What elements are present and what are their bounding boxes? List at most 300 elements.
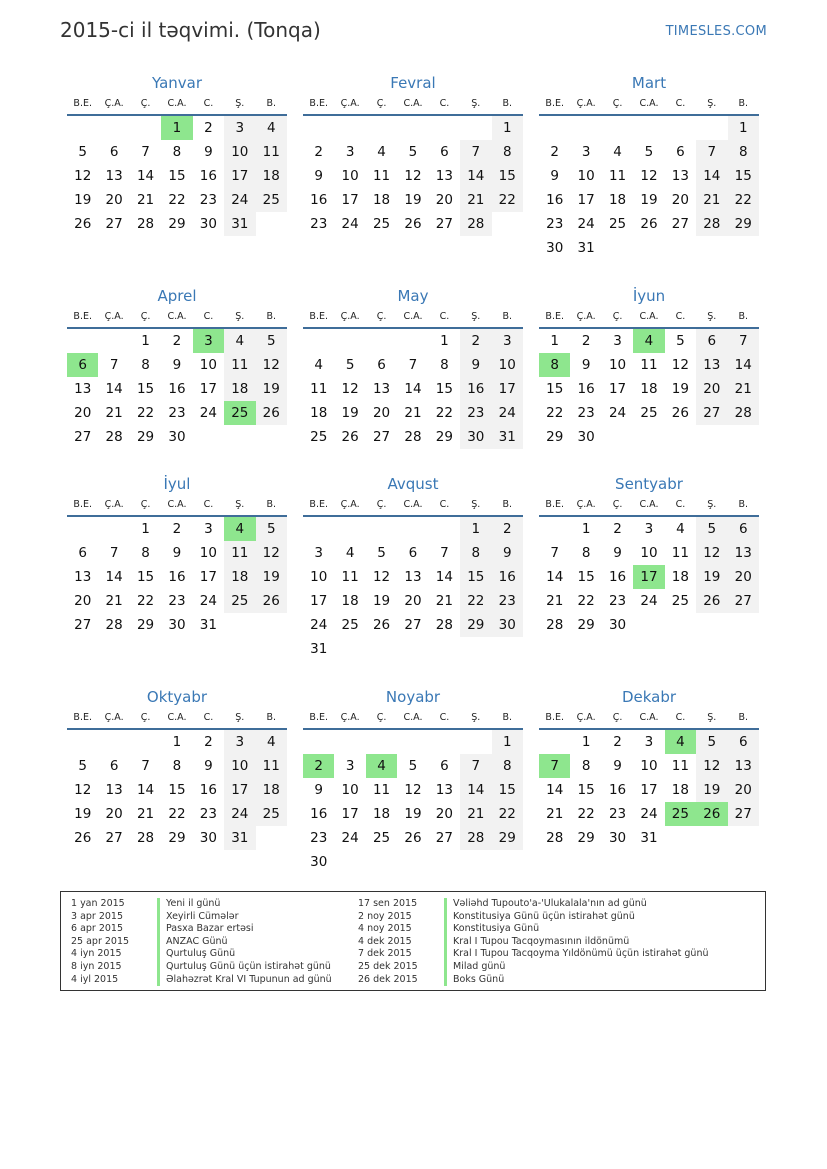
empty-cell (460, 730, 491, 754)
day-cell: 5 (345, 357, 355, 373)
month-name: İyul (163, 475, 191, 493)
month-block (539, 686, 759, 850)
weekday-header (539, 307, 759, 329)
day-cell: 31 (492, 425, 523, 449)
day-cell: 13 (105, 168, 123, 184)
empty-cell (303, 517, 334, 541)
legend-date: 7 dek 2015 (358, 948, 412, 960)
day-cell: 26 (372, 617, 391, 633)
day-cell: 14 (404, 381, 422, 397)
day-cell: 10 (310, 569, 328, 585)
day-cell: 6 (440, 758, 449, 774)
day-cell: 19 (696, 565, 727, 589)
day-cell: 30 (608, 830, 627, 846)
weekday-label: B. (502, 311, 513, 322)
month-block (539, 285, 759, 449)
empty-cell (67, 517, 98, 541)
day-cell: 29 (435, 429, 453, 445)
day-cell: 15 (435, 381, 453, 397)
day-cell: 23 (460, 401, 491, 425)
month-block (303, 473, 523, 661)
weekday-label: B.E. (545, 98, 564, 109)
day-cell: 19 (404, 192, 422, 208)
weekday-label: C.A. (167, 98, 187, 109)
day-cell: 9 (314, 168, 323, 184)
weekday-label: B. (266, 499, 277, 510)
day-cell: 2 (204, 120, 213, 136)
day-cell: 19 (256, 377, 287, 401)
day-grid (67, 730, 287, 850)
day-cell: 17 (199, 569, 217, 585)
day-cell: 3 (224, 116, 255, 140)
day-cell: 6 (440, 144, 449, 160)
day-cell: 25 (256, 802, 287, 826)
day-cell: 2 (613, 734, 622, 750)
day-cell: 17 (341, 806, 359, 822)
weekday-label: Ç.A. (104, 499, 124, 510)
holiday-day-cell: 26 (696, 802, 727, 826)
day-cell: 30 (199, 830, 217, 846)
day-cell: 17 (224, 164, 255, 188)
weekday-header (303, 708, 523, 730)
weekday-label: B. (738, 712, 749, 723)
day-cell: 23 (546, 216, 564, 232)
weekday-label: Ş. (471, 98, 481, 109)
day-cell: 20 (74, 593, 92, 609)
day-cell: 1 (172, 734, 182, 750)
day-cell: 25 (224, 589, 255, 613)
day-cell: 16 (310, 806, 328, 822)
day-cell: 16 (168, 569, 186, 585)
month-name: Fevral (390, 74, 436, 92)
empty-cell (696, 116, 727, 140)
day-cell: 11 (256, 754, 287, 778)
day-cell: 12 (404, 168, 422, 184)
empty-cell (397, 517, 428, 541)
day-cell: 6 (377, 357, 386, 373)
holiday-day-cell: 25 (665, 802, 696, 826)
day-cell: 9 (314, 782, 323, 798)
month-name: May (397, 287, 429, 305)
day-cell: 15 (460, 565, 491, 589)
weekday-header (303, 495, 523, 517)
day-cell: 29 (577, 617, 595, 633)
empty-cell (366, 329, 397, 353)
weekday-label: Ç.A. (576, 311, 596, 322)
month-block (67, 473, 287, 637)
day-cell: 16 (460, 377, 491, 401)
day-cell: 1 (141, 333, 150, 349)
day-cell: 5 (676, 333, 685, 349)
holiday-day-cell: 7 (539, 754, 570, 778)
empty-cell (334, 517, 365, 541)
weekday-header (303, 307, 523, 329)
weekday-label: C. (203, 712, 214, 723)
day-cell: 17 (640, 782, 658, 798)
day-cell: 7 (696, 140, 727, 164)
weekday-label: Ç.A. (104, 98, 124, 109)
weekday-label: C.A. (167, 311, 187, 322)
weekday-label: C.A. (639, 311, 659, 322)
day-cell: 30 (460, 425, 491, 449)
day-cell: 19 (640, 192, 658, 208)
weekday-label: C. (675, 499, 686, 510)
legend-holiday-name: Pasxa Bazar ertəsi (157, 923, 254, 936)
day-cell: 30 (492, 613, 523, 637)
day-cell: 23 (168, 405, 186, 421)
month-name: Mart (631, 74, 667, 92)
day-cell: 10 (640, 545, 658, 561)
day-cell: 4 (256, 116, 287, 140)
day-cell: 15 (577, 782, 595, 798)
day-cell: 16 (492, 565, 523, 589)
weekday-label: Ç. (140, 311, 151, 322)
month-block (67, 285, 287, 449)
day-cell: 29 (546, 429, 564, 445)
day-cell: 14 (696, 164, 727, 188)
weekday-label: Ş. (235, 311, 245, 322)
day-cell: 12 (256, 541, 287, 565)
day-cell: 11 (224, 353, 255, 377)
empty-cell (366, 116, 397, 140)
weekday-label: B. (738, 311, 749, 322)
day-cell: 20 (404, 593, 422, 609)
day-cell: 21 (136, 806, 155, 822)
day-cell: 19 (404, 806, 422, 822)
day-cell: 5 (644, 144, 654, 160)
day-cell: 25 (372, 830, 391, 846)
day-cell: 19 (671, 381, 689, 397)
holiday-day-cell: 4 (665, 730, 696, 754)
day-cell: 22 (168, 806, 186, 822)
day-cell: 2 (204, 734, 213, 750)
day-cell: 9 (204, 144, 213, 160)
day-cell: 2 (550, 144, 559, 160)
day-cell: 5 (408, 758, 418, 774)
day-cell: 28 (105, 429, 123, 445)
day-cell: 22 (546, 405, 564, 421)
day-cell: 22 (492, 188, 523, 212)
weekday-label: C.A. (167, 499, 187, 510)
legend-holiday-name: Qurtuluş Günü (157, 948, 235, 961)
empty-cell (98, 116, 129, 140)
weekday-label: Ş. (471, 712, 481, 723)
day-cell: 8 (440, 357, 449, 373)
day-cell: 9 (492, 541, 523, 565)
day-cell: 4 (224, 329, 255, 353)
weekday-label: Ç. (140, 712, 151, 723)
empty-cell (397, 329, 428, 353)
month-name: Dekabr (621, 688, 677, 706)
day-cell: 26 (404, 830, 422, 846)
legend-date: 25 dek 2015 (358, 960, 418, 972)
weekday-label: B.E. (73, 499, 92, 510)
day-cell: 1 (550, 333, 559, 349)
day-cell: 26 (404, 216, 422, 232)
day-cell: 24 (224, 188, 255, 212)
day-cell: 11 (671, 545, 689, 561)
legend-date: 6 apr 2015 (71, 923, 124, 935)
day-cell: 13 (696, 353, 727, 377)
day-cell: 18 (224, 377, 255, 401)
day-cell: 25 (341, 617, 359, 633)
day-cell: 21 (404, 405, 422, 421)
day-cell: 7 (109, 545, 119, 561)
day-cell: 10 (640, 758, 658, 774)
weekday-label: C.A. (403, 311, 423, 322)
day-cell: 26 (671, 405, 689, 421)
day-cell: 23 (608, 593, 627, 609)
day-cell: 11 (671, 758, 689, 774)
day-cell: 29 (136, 429, 155, 445)
day-cell: 27 (728, 802, 759, 826)
day-cell: 8 (141, 545, 150, 561)
weekday-label: Ç. (612, 499, 623, 510)
day-cell: 20 (728, 565, 759, 589)
weekday-label: Ç.A. (340, 311, 360, 322)
day-cell: 23 (310, 830, 328, 846)
day-cell: 24 (608, 405, 627, 421)
day-cell: 18 (671, 569, 689, 585)
weekday-label: Ş. (707, 712, 717, 723)
empty-cell (334, 116, 365, 140)
month-block (539, 72, 759, 260)
legend-holiday-name: Əlahəzrət Kral VI Tupunun ad günü (157, 974, 332, 987)
legend-holiday-name: Xeyirli Cümələr (157, 911, 239, 924)
day-cell: 27 (404, 617, 422, 633)
day-cell: 13 (671, 168, 689, 184)
day-cell: 18 (341, 593, 359, 609)
weekday-label: Ş. (707, 499, 717, 510)
day-cell: 10 (199, 545, 217, 561)
day-cell: 6 (728, 517, 759, 541)
day-cell: 6 (109, 758, 119, 774)
day-cell: 14 (460, 164, 491, 188)
day-cell: 9 (172, 357, 182, 373)
day-cell: 26 (256, 401, 287, 425)
day-cell: 9 (460, 353, 491, 377)
day-cell: 16 (199, 168, 217, 184)
day-cell: 23 (168, 593, 186, 609)
day-cell: 13 (74, 569, 92, 585)
day-cell: 10 (224, 754, 255, 778)
day-cell: 1 (728, 116, 759, 140)
weekday-label: C. (439, 311, 450, 322)
day-cell: 10 (492, 353, 523, 377)
day-cell: 5 (256, 517, 287, 541)
day-cell: 11 (372, 168, 391, 184)
day-cell: 28 (546, 830, 564, 846)
day-cell: 15 (168, 782, 186, 798)
holiday-day-cell: 25 (224, 401, 255, 425)
day-cell: 17 (310, 593, 328, 609)
day-cell: 10 (199, 357, 217, 373)
weekday-label: Ç.A. (576, 712, 596, 723)
day-cell: 29 (168, 830, 186, 846)
day-grid (303, 517, 523, 661)
day-cell: 14 (435, 569, 453, 585)
day-cell: 13 (728, 541, 759, 565)
weekday-label: Ç.A. (104, 311, 124, 322)
day-cell: 17 (577, 192, 595, 208)
legend-date: 4 iyn 2015 (71, 948, 122, 960)
day-cell: 27 (435, 216, 453, 232)
weekday-header (67, 94, 287, 116)
day-cell: 8 (172, 144, 182, 160)
empty-cell (539, 517, 570, 541)
day-cell: 31 (224, 212, 255, 236)
weekday-label: Ç.A. (340, 98, 360, 109)
legend-date: 1 yan 2015 (71, 898, 125, 909)
weekday-label: C.A. (639, 98, 659, 109)
month-block (303, 285, 523, 449)
day-cell: 20 (372, 405, 391, 421)
legend-date: 8 iyn 2015 (71, 960, 122, 972)
legend-date: 4 noy 2015 (358, 923, 412, 935)
day-cell: 13 (435, 168, 453, 184)
day-cell: 16 (608, 569, 627, 585)
day-cell: 19 (372, 593, 391, 609)
day-cell: 4 (345, 545, 355, 561)
day-cell: 9 (550, 168, 559, 184)
day-cell: 12 (341, 381, 359, 397)
holiday-day-cell: 3 (193, 329, 224, 353)
day-cell: 7 (440, 545, 449, 561)
day-cell: 26 (74, 216, 92, 232)
day-cell: 8 (460, 541, 491, 565)
weekday-label: B.E. (73, 98, 92, 109)
month-block (67, 686, 287, 850)
weekday-label: Ç. (612, 98, 623, 109)
month-block (303, 686, 523, 874)
day-cell: 9 (613, 545, 622, 561)
empty-cell (98, 329, 129, 353)
empty-cell (366, 730, 397, 754)
month-name: Avqust (387, 475, 439, 493)
day-cell: 15 (728, 164, 759, 188)
holiday-day-cell: 4 (633, 329, 664, 353)
day-cell: 18 (256, 164, 287, 188)
day-cell: 6 (408, 545, 418, 561)
legend-date: 17 sen 2015 (358, 898, 418, 909)
day-grid (67, 116, 287, 236)
day-cell: 8 (581, 758, 591, 774)
day-cell: 13 (105, 782, 123, 798)
month-block (539, 473, 759, 637)
empty-cell (633, 116, 664, 140)
day-cell: 26 (74, 830, 92, 846)
weekday-label: C. (439, 712, 450, 723)
weekday-label: B. (502, 499, 513, 510)
weekday-label: Ş. (471, 499, 481, 510)
day-cell: 17 (341, 192, 359, 208)
empty-cell (570, 116, 601, 140)
legend-holiday-name: Kral I Tupou Tacqoyma Yıldönümü üçün istirahət günü (444, 948, 709, 961)
day-cell: 29 (577, 830, 595, 846)
weekday-label: C. (439, 499, 450, 510)
day-cell: 11 (372, 782, 391, 798)
day-cell: 7 (460, 140, 491, 164)
day-cell: 10 (608, 357, 627, 373)
empty-cell (67, 116, 98, 140)
day-cell: 31 (577, 240, 595, 256)
day-grid (539, 116, 759, 260)
day-grid (303, 329, 523, 449)
day-cell: 7 (141, 144, 150, 160)
day-cell: 2 (581, 333, 591, 349)
empty-cell (460, 116, 491, 140)
month-block (67, 72, 287, 236)
day-cell: 12 (256, 353, 287, 377)
day-cell: 9 (204, 758, 213, 774)
day-cell: 7 (408, 357, 418, 373)
empty-cell (130, 116, 161, 140)
day-cell: 31 (224, 826, 255, 850)
day-cell: 27 (74, 429, 92, 445)
brand-link[interactable]: TIMESLES.COM (665, 24, 767, 39)
weekday-label: B.E. (545, 311, 564, 322)
day-cell: 22 (728, 188, 759, 212)
weekday-label: Ş. (471, 311, 481, 322)
day-cell: 24 (577, 216, 595, 232)
day-cell: 11 (640, 357, 658, 373)
weekday-label: C. (203, 499, 214, 510)
day-cell: 31 (199, 617, 217, 633)
day-cell: 16 (199, 782, 217, 798)
weekday-label: C.A. (403, 499, 423, 510)
day-cell: 4 (613, 144, 622, 160)
day-grid (303, 730, 523, 874)
month-name: Sentyabr (615, 475, 683, 493)
day-cell: 1 (460, 517, 491, 541)
month-name: Oktyabr (146, 688, 208, 706)
day-grid (67, 517, 287, 637)
day-cell: 4 (377, 144, 386, 160)
day-cell: 23 (492, 589, 523, 613)
weekday-label: Ç. (140, 98, 151, 109)
day-cell: 30 (608, 617, 627, 633)
day-cell: 13 (404, 569, 422, 585)
weekday-header (539, 708, 759, 730)
day-cell: 21 (435, 593, 453, 609)
day-cell: 1 (492, 116, 523, 140)
day-cell: 1 (440, 333, 449, 349)
day-cell: 1 (581, 734, 591, 750)
day-cell: 9 (613, 758, 622, 774)
day-cell: 14 (136, 168, 155, 184)
day-cell: 24 (341, 830, 359, 846)
holiday-day-cell: 8 (539, 353, 570, 377)
day-cell: 16 (577, 381, 595, 397)
empty-cell (303, 329, 334, 353)
day-cell: 6 (109, 144, 119, 160)
day-cell: 20 (671, 192, 689, 208)
day-cell: 25 (608, 216, 627, 232)
day-cell: 24 (640, 806, 658, 822)
weekday-label: C. (203, 98, 214, 109)
day-cell: 19 (341, 405, 359, 421)
weekday-label: Ç.A. (340, 499, 360, 510)
empty-cell (539, 116, 570, 140)
month-name: Yanvar (151, 74, 203, 92)
day-cell: 13 (372, 381, 391, 397)
weekday-header (303, 94, 523, 116)
day-cell: 7 (141, 758, 150, 774)
day-cell: 30 (310, 854, 328, 870)
day-cell: 29 (168, 216, 186, 232)
legend-date: 2 noy 2015 (358, 910, 412, 922)
day-cell: 14 (105, 569, 123, 585)
